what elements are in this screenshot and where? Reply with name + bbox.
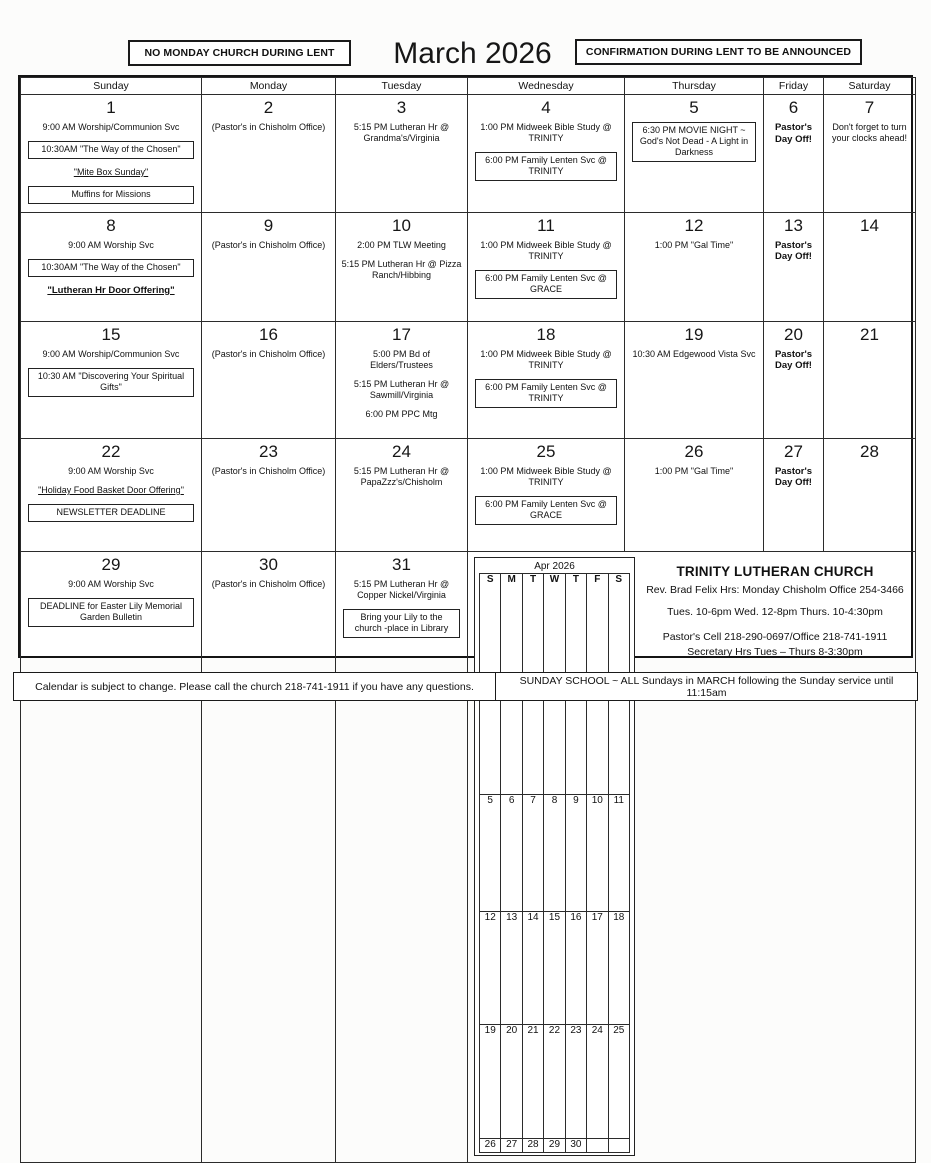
day-cell [764, 95, 824, 213]
event: Muffins for Missions [28, 186, 194, 204]
mini-calendar-date: 7 [522, 794, 543, 911]
weekday-header: Thursday [625, 78, 764, 95]
day-cell [824, 95, 916, 213]
day-cell [202, 551, 336, 1162]
mini-calendar-header-row [480, 573, 630, 685]
mini-calendar-day-letter: W [544, 573, 565, 685]
mini-calendar-date: 21 [522, 1024, 543, 1138]
page-title: March 2026 [393, 37, 552, 70]
mini-calendar-date: 23 [565, 1024, 586, 1138]
mini-calendar-date: 20 [501, 1024, 522, 1138]
event: DEADLINE for Easter Lily Memorial Garden Bulletin [28, 598, 194, 627]
day-number: 19 [684, 324, 704, 344]
event: (Pastor's in Chisholm Office) [211, 348, 326, 359]
weekday-header: Monday [202, 78, 336, 95]
day-number: 22 [101, 441, 121, 461]
mini-calendar-date: 14 [522, 911, 543, 1024]
calendar-body [21, 95, 916, 1163]
mini-calendar-day-letter: T [522, 573, 543, 685]
event: 10:30 AM Edgewood Vista Svc [632, 348, 756, 359]
event: 5:15 PM Lutheran Hr @ Pizza Ranch/Hibbing [341, 258, 462, 280]
day-number: 25 [536, 441, 556, 461]
mini-calendar-date: 28 [522, 1138, 543, 1152]
day-cell [824, 438, 916, 551]
event: 1:00 PM Midweek Bible Study @ TRINITY [480, 465, 612, 487]
mini-calendar-date [587, 1138, 608, 1152]
day-number: 17 [392, 324, 411, 344]
day-number: 27 [784, 441, 803, 461]
mini-calendar-day-letter: M [501, 573, 522, 685]
day-cell [21, 321, 202, 438]
event: 6:00 PM Family Lenten Svc @ GRACE [475, 270, 617, 299]
event: NEWSLETTER DEADLINE [28, 504, 194, 522]
mini-calendar-date: 11 [608, 794, 629, 911]
event: 10:30AM "The Way of the Chosen" [28, 259, 194, 277]
day-number: 26 [684, 441, 704, 461]
day-number: 10 [392, 215, 411, 235]
weekday-header: Friday [764, 78, 824, 95]
mini-calendar-date: 18 [608, 911, 629, 1024]
day-cell [336, 438, 468, 551]
week-row [21, 95, 916, 213]
mini-calendar-date: 27 [501, 1138, 522, 1152]
mini-calendar-day-letter: S [480, 573, 501, 685]
day-cell [468, 95, 625, 213]
mini-calendar-date [544, 685, 565, 794]
mini-calendar-date [608, 1138, 629, 1152]
church-info [635, 552, 915, 1162]
week-row [21, 212, 916, 321]
day-number: 20 [784, 324, 803, 344]
mini-calendar-week-row [480, 685, 630, 794]
event: Pastor's Day Off! [774, 348, 813, 372]
mini-calendar-day-letter: T [565, 573, 586, 685]
church-info-line: Pastor's Cell 218-290-0697/Office 218-741-1911 [662, 630, 888, 643]
lent-note-text: NO MONDAY CHURCH DURING LENT [144, 47, 335, 59]
church-info-line: Tues. 10-6pm Wed. 12-8pm Thurs. 10-4:30pm [667, 605, 883, 618]
day-cell [202, 212, 336, 321]
event: 5:00 PM Bd of Elders/Trustees [370, 348, 433, 370]
event: "Lutheran Hr Door Offering" [47, 284, 175, 296]
day-cell [336, 551, 468, 1162]
mini-calendar-date: 8 [544, 794, 565, 911]
mini-calendar-date: 15 [544, 911, 565, 1024]
day-number: 29 [101, 554, 121, 574]
event: (Pastor's in Chisholm Office) [211, 578, 326, 589]
day-number: 5 [689, 98, 699, 117]
day-cell [468, 321, 625, 438]
day-cell [21, 212, 202, 321]
day-number: 3 [396, 98, 407, 117]
week-row [21, 321, 916, 438]
mini-calendar-date: 9 [565, 794, 586, 911]
day-number: 6 [788, 98, 799, 117]
mini-calendar-date: 24 [587, 1024, 608, 1138]
info-cell [468, 551, 916, 1162]
event: 9:00 AM Worship Svc [68, 465, 154, 476]
day-cell [336, 95, 468, 213]
event: 6:00 PM Family Lenten Svc @ GRACE [475, 496, 617, 525]
day-number: 14 [860, 215, 879, 235]
mini-calendar-week-row [480, 1138, 630, 1152]
event: Pastor's Day Off! [774, 239, 813, 263]
event: 1:00 PM "Gal Time" [654, 239, 734, 250]
day-cell [625, 95, 764, 213]
mini-calendar-date: 22 [544, 1024, 565, 1138]
event: 6:00 PM Family Lenten Svc @ TRINITY [475, 379, 617, 408]
day-number: 30 [259, 554, 278, 574]
day-cell [468, 438, 625, 551]
day-number: 12 [684, 215, 704, 235]
event: "Holiday Food Basket Door Offering" [38, 484, 184, 495]
day-number: 2 [263, 98, 274, 117]
event: Pastor's Day Off! [774, 122, 813, 145]
info-cell-content [468, 552, 915, 1162]
event: 1:00 PM Midweek Bible Study @ TRINITY [480, 348, 612, 370]
day-cell [21, 551, 202, 1162]
mini-calendar-week-row [480, 1024, 630, 1138]
day-number: 4 [541, 98, 551, 117]
event: 1:00 PM Midweek Bible Study @ TRINITY [480, 122, 612, 143]
event: 10:30AM "The Way of the Chosen" [28, 141, 194, 159]
weekday-header: Sunday [21, 78, 202, 95]
mini-calendar-date: 16 [565, 911, 586, 1024]
mini-calendar-date: 13 [501, 911, 522, 1024]
confirmation-note-box [575, 39, 862, 65]
mini-calendar-date [587, 685, 608, 794]
event: Don't forget to turn your clocks ahead! [831, 122, 908, 143]
event: 6:30 PM MOVIE NIGHT ~ God's Not Dead - A Light in Darkness [632, 122, 756, 162]
event: 6:00 PM Family Lenten Svc @ TRINITY [475, 152, 617, 181]
day-number: 31 [392, 554, 411, 574]
event: "Mite Box Sunday" [73, 166, 149, 177]
footer-note-sunday-school: SUNDAY SCHOOL ~ ALL Sundays in MARCH following the Sunday service until 11:15am [519, 674, 894, 699]
event: 5:15 PM Lutheran Hr @ Copper Nickel/Virginia [353, 578, 450, 600]
event: 5:15 PM Lutheran Hr @ Grandma's/Virginia [353, 122, 450, 143]
event: 5:15 PM Lutheran Hr @ PapaZzz's/Chisholm [353, 465, 450, 487]
event: 6:00 PM PPC Mtg [365, 408, 438, 419]
church-info-line: Secretary Hrs Tues – Thurs 8-3:30pm [687, 645, 863, 658]
mini-calendar-week-row [480, 794, 630, 911]
lent-note-box [128, 40, 351, 66]
event: 10:30 AM "Discovering Your Spiritual Gifts" [28, 368, 194, 397]
day-cell [468, 212, 625, 321]
mini-calendar-date: 25 [608, 1024, 629, 1138]
footer-note-change: Calendar is subject to change. Please call the church 218-741-1911 if you have any questions. [14, 673, 496, 700]
day-number: 15 [101, 324, 121, 344]
event: 2:00 PM TLW Meeting [357, 239, 446, 250]
event: (Pastor's in Chisholm Office) [211, 465, 326, 476]
mini-calendar-date: 12 [480, 911, 501, 1024]
day-cell [202, 321, 336, 438]
day-cell [824, 212, 916, 321]
mini-calendar-date [501, 685, 522, 794]
day-cell [336, 321, 468, 438]
event: 9:00 AM Worship/Communion Svc [42, 122, 180, 132]
day-number: 1 [106, 98, 116, 117]
mini-calendar-day-letter: S [608, 573, 629, 685]
event: 5:15 PM Lutheran Hr @ Sawmill/Virginia [353, 378, 450, 400]
event: 1:00 PM Midweek Bible Study @ TRINITY [480, 239, 612, 261]
day-cell [625, 438, 764, 551]
mini-calendar-day-letter: F [587, 573, 608, 685]
mini-calendar-date: 19 [480, 1024, 501, 1138]
day-number: 9 [263, 215, 274, 235]
day-number: 11 [537, 215, 555, 235]
mini-calendar-date: 30 [565, 1138, 586, 1152]
day-cell [625, 321, 764, 438]
mini-calendar-date: 29 [544, 1138, 565, 1152]
day-number: 28 [860, 441, 879, 461]
mini-calendar-week-row [480, 911, 630, 1024]
day-number: 18 [536, 324, 556, 344]
week-row [21, 438, 916, 551]
day-cell [202, 438, 336, 551]
mini-calendar-date: 10 [587, 794, 608, 911]
event: 9:00 AM Worship Svc [68, 578, 154, 589]
mini-calendar-date [608, 685, 629, 794]
mini-calendar-title: Apr 2026 [534, 560, 575, 572]
day-number: 7 [864, 98, 875, 117]
calendar-table [20, 77, 916, 1163]
mini-calendar-table [479, 573, 630, 1153]
mini-calendar-date: 26 [480, 1138, 501, 1152]
week-row [21, 551, 916, 1162]
weekday-header: Saturday [824, 78, 916, 95]
event: (Pastor's in Chisholm Office) [211, 239, 326, 250]
event: Bring your Lily to the church -place in Library [343, 609, 460, 638]
day-cell [764, 212, 824, 321]
confirmation-note-text: CONFIRMATION DURING LENT TO BE ANNOUNCED [585, 46, 852, 58]
event: (Pastor's in Chisholm Office) [211, 122, 326, 132]
mini-calendar-date [522, 685, 543, 794]
mini-calendar-date: 17 [587, 911, 608, 1024]
mini-calendar-date [565, 685, 586, 794]
day-cell [21, 95, 202, 213]
mini-calendar-date: 6 [501, 794, 522, 911]
weekday-header: Wednesday [468, 78, 625, 95]
mini-calendar-date [480, 685, 501, 794]
event: 9:00 AM Worship/Communion Svc [42, 348, 180, 359]
day-number: 21 [860, 324, 879, 344]
day-cell [336, 212, 468, 321]
day-cell [21, 438, 202, 551]
day-number: 16 [259, 324, 278, 344]
day-number: 24 [392, 441, 411, 461]
day-number: 8 [106, 215, 116, 235]
event: 1:00 PM "Gal Time" [654, 465, 734, 476]
day-cell [824, 321, 916, 438]
day-cell [764, 438, 824, 551]
day-number: 13 [784, 215, 803, 235]
event: Pastor's Day Off! [774, 465, 813, 489]
day-number: 23 [259, 441, 278, 461]
event: 9:00 AM Worship Svc [68, 239, 154, 250]
church-info-line: Rev. Brad Felix Hrs: Monday Chisholm Office 254-3466 [646, 583, 904, 596]
footer-notes [13, 672, 918, 701]
day-cell [625, 212, 764, 321]
weekday-header: Tuesday [336, 78, 468, 95]
day-cell [764, 321, 824, 438]
mini-calendar [474, 557, 635, 1156]
church-name: TRINITY LUTHERAN CHURCH [676, 563, 874, 579]
mini-calendar-date: 5 [480, 794, 501, 911]
day-cell [202, 95, 336, 213]
weekday-header-row [21, 78, 916, 95]
